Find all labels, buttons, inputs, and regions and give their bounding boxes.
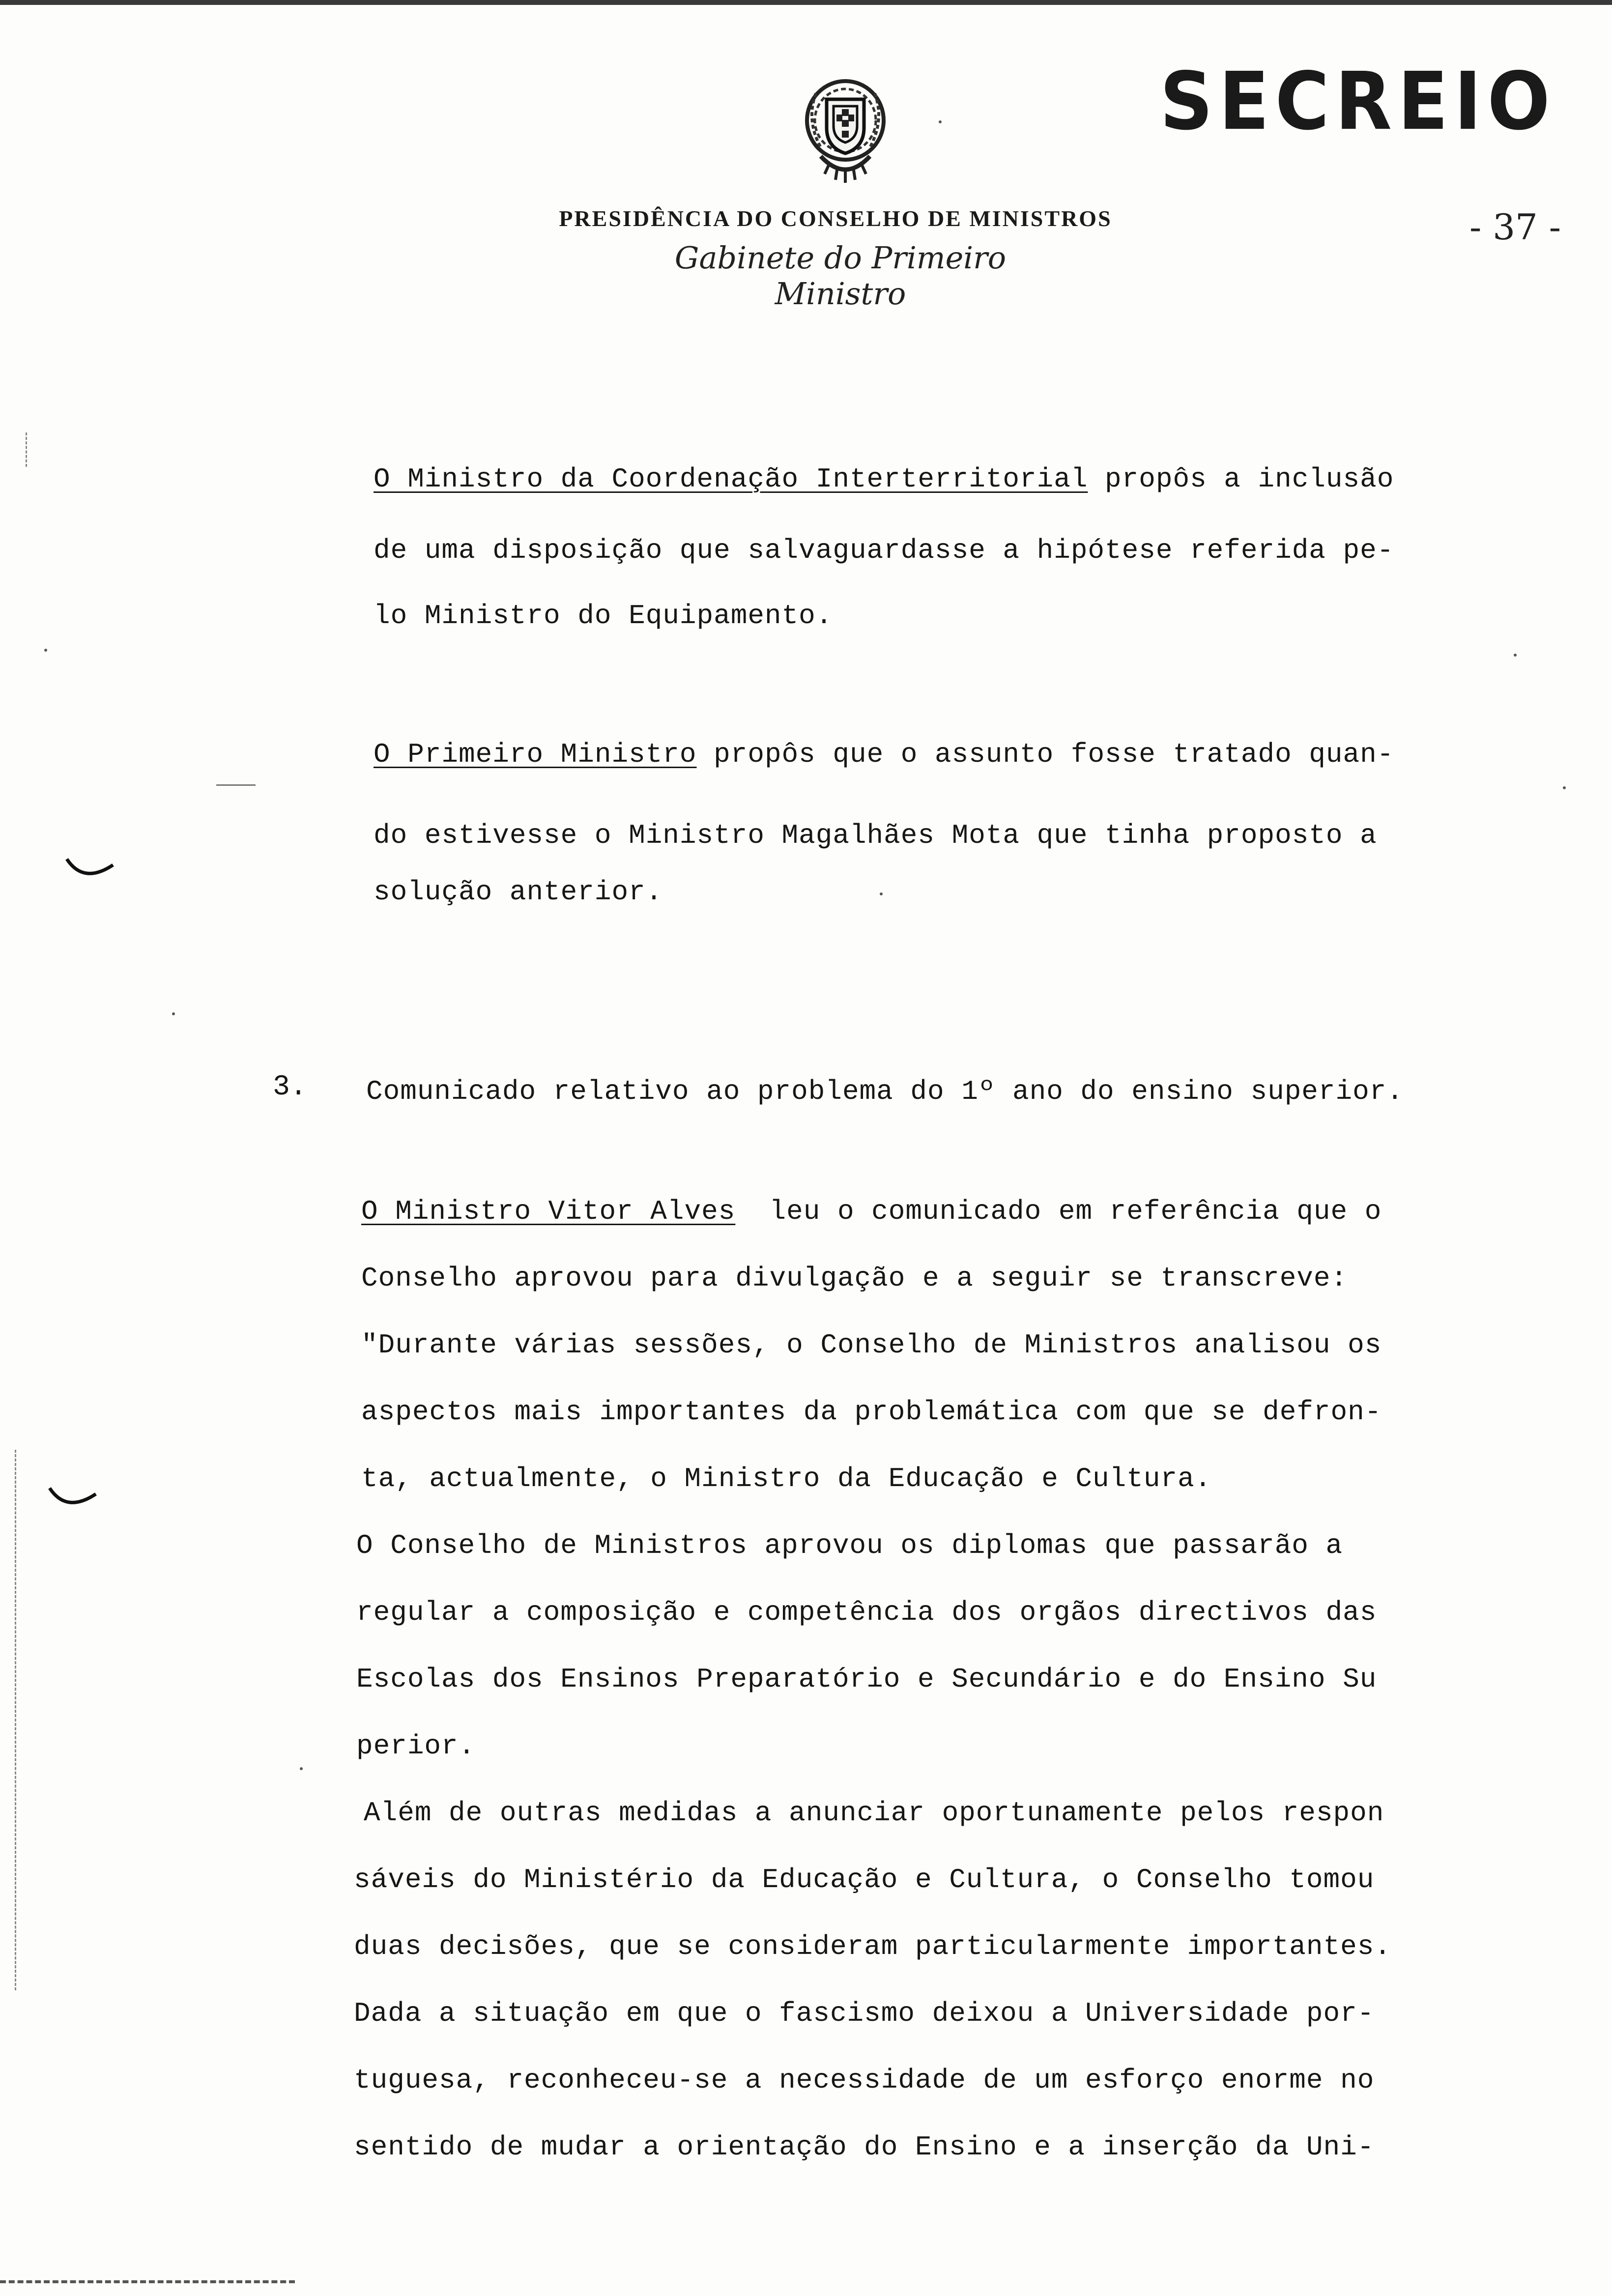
scan-speck	[172, 1012, 175, 1015]
paragraph-1-line-1	[374, 462, 1394, 496]
scan-speck	[300, 1767, 303, 1770]
margin-dash	[216, 784, 256, 786]
paragraph-3-line-5: ta, actualmente, o Ministro da Educação e Cultura.	[361, 1463, 1212, 1494]
paragraph-3-line-10: Além de outras medidas a anunciar oportunamente pelos respon	[364, 1797, 1384, 1829]
page-top-edge	[0, 0, 1612, 5]
paragraph-1-text: propôs a inclusão	[1088, 463, 1394, 495]
paragraph-2-line-3: solução anterior.	[374, 876, 663, 908]
paragraph-2-line-2: do estivesse o Ministro Magalhães Mota que tinha proposto a	[374, 820, 1377, 851]
coat-of-arms-emblem	[786, 69, 904, 187]
letterhead-institution: PRESIDÊNCIA DO CONSELHO DE MINISTROS	[559, 206, 1112, 231]
paragraph-3-line-9: perior.	[356, 1730, 476, 1762]
letterhead-office-handwritten: Gabinete do Primeiro Ministro	[674, 240, 1007, 312]
paragraph-3-line-13: Dada a situação em que o fascismo deixou a Universidade por-	[354, 1998, 1375, 2029]
margin-perforation-line	[15, 1450, 16, 1990]
minister-name-underlined: O Primeiro Ministro	[374, 739, 697, 770]
paragraph-1-line-2: de uma disposição que salvaguardasse a hipótese referida pe-	[374, 535, 1394, 566]
scan-speck	[1514, 654, 1517, 657]
secret-classification-stamp: SECREIO	[1160, 56, 1556, 148]
paragraph-3-line-7: regular a composição e competência dos orgãos directivos das	[356, 1597, 1377, 1628]
scan-speck	[1563, 786, 1566, 789]
paragraph-3-line-6: O Conselho de Ministros aprovou os diplomas que passarão a	[356, 1530, 1343, 1561]
margin-tick-mark	[47, 1484, 101, 1514]
scan-speck	[880, 892, 883, 895]
scan-speck	[44, 649, 47, 652]
paragraph-3-line-3: "Durante várias sessões, o Conselho de Ministros analisou os	[361, 1329, 1382, 1361]
minister-name-underlined: O Ministro da Coordenação Interterritorial	[374, 463, 1088, 495]
paragraph-3-line-2: Conselho aprovou para divulgação e a seguir se transcreve:	[361, 1263, 1348, 1294]
agenda-item-title: Comunicado relativo ao problema do 1º ano do ensino superior.	[366, 1076, 1404, 1107]
paragraph-1-line-3: lo Ministro do Equipamento.	[374, 600, 833, 631]
margin-mark	[26, 432, 27, 467]
paragraph-3-line-11: sáveis do Ministério da Educação e Cultura, o Conselho tomou	[354, 1864, 1375, 1895]
paragraph-3-line-14: tuguesa, reconheceu-se a necessidade de um esforço enorme no	[354, 2065, 1375, 2096]
paragraph-3-line-8: Escolas dos Ensinos Preparatório e Secundário e do Ensino Su	[356, 1664, 1377, 1695]
paragraph-2-text: propôs que o assunto fosse tratado quan-	[696, 739, 1394, 770]
minister-name-underlined: O Ministro Vitor Alves	[361, 1196, 736, 1227]
paragraph-3-line-1	[361, 1194, 1382, 1229]
paragraph-3-line-4: aspectos mais importantes da problemática com que se defron-	[361, 1396, 1382, 1428]
page-bottom-edge	[0, 2280, 295, 2287]
paragraph-2-line-1	[374, 737, 1394, 772]
page-number: - 37 -	[1469, 206, 1561, 248]
paragraph-3-line-15: sentido de mudar a orientação do Ensino e a inserção da Uni-	[354, 2131, 1375, 2163]
paragraph-3-line-12: duas decisões, que se consideram particularmente importantes.	[354, 1931, 1391, 1962]
agenda-item-number: 3.	[273, 1071, 307, 1103]
scan-speck	[939, 120, 942, 123]
margin-tick-mark	[64, 855, 118, 885]
paragraph-3-text: leu o comunicado em referência que o	[735, 1196, 1382, 1227]
